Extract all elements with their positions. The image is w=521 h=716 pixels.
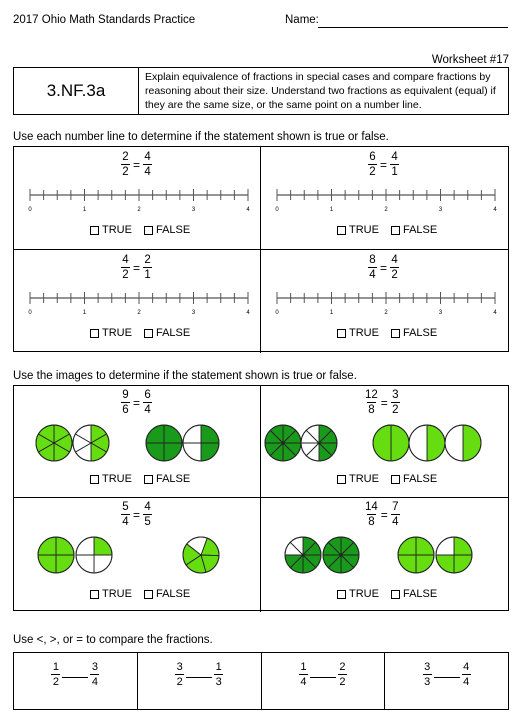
left-fraction [175, 661, 184, 688]
compare-problem [262, 653, 386, 709]
shaded-sector [427, 425, 445, 461]
answer-blank[interactable] [62, 677, 88, 678]
left-fraction [365, 501, 378, 528]
tick-label: 1 [329, 310, 334, 316]
name-field-line[interactable] [318, 27, 508, 28]
false-checkbox[interactable] [144, 226, 153, 235]
fraction-bar [143, 402, 152, 403]
answer-blank[interactable] [310, 677, 336, 678]
denominator: 8 [368, 516, 375, 528]
true-label: TRUE [349, 224, 379, 236]
true-checkbox[interactable] [90, 226, 99, 235]
equals-sign: = [133, 507, 141, 522]
denominator: 3 [215, 676, 222, 688]
fraction-bar [143, 267, 152, 268]
equation [365, 389, 400, 416]
tick-label: 3 [191, 310, 196, 316]
numerator: 1 [52, 661, 59, 673]
numerator: 1 [215, 661, 222, 673]
true-checkbox[interactable] [90, 475, 99, 484]
true-false-choices [90, 473, 190, 485]
numerator: 4 [144, 501, 151, 513]
true-option[interactable] [337, 473, 379, 485]
equals-sign: = [380, 157, 388, 172]
false-option[interactable] [391, 327, 437, 339]
false-label: FALSE [155, 588, 191, 600]
false-label: FALSE [402, 588, 438, 600]
tick-label: 1 [82, 207, 87, 213]
true-option[interactable] [90, 327, 132, 339]
fraction-circle [285, 537, 321, 573]
equals-sign: = [380, 395, 388, 410]
worksheet-number: Worksheet #17 [431, 54, 509, 66]
fraction-bar [391, 402, 400, 403]
false-option[interactable] [144, 327, 190, 339]
fraction-circles [14, 423, 260, 463]
left-fraction [365, 389, 378, 416]
fraction-circle [373, 425, 409, 461]
tick-label: 2 [137, 207, 141, 213]
true-false-choices [90, 224, 190, 236]
shaded-sector [373, 425, 391, 461]
denominator: 4 [369, 269, 376, 281]
fraction-bar [143, 164, 152, 165]
standard-description: Explain equivalence of fractions in special cases and compare fractions by reasoning about their size. Understand two fractions as equivalent (equal) if they are the same size, or the same point on a number line. [145, 71, 496, 111]
numerator: 4 [122, 254, 129, 266]
left-fraction [299, 661, 308, 688]
fraction-bar [121, 402, 130, 403]
numerator: 2 [339, 661, 346, 673]
number-line-problem [261, 250, 508, 353]
fraction-circle [445, 425, 481, 461]
fraction-image-problem [14, 386, 261, 498]
equals-sign: = [133, 260, 141, 275]
equation [121, 254, 152, 281]
fraction-bar [51, 674, 60, 675]
fraction-circle [38, 537, 74, 573]
false-checkbox[interactable] [391, 590, 400, 599]
equals-sign: = [133, 157, 141, 172]
numerator: 12 [365, 389, 378, 401]
numerator: 3 [424, 661, 431, 673]
numerator: 6 [144, 389, 151, 401]
fraction-bar [367, 402, 376, 403]
false-label: FALSE [402, 327, 438, 339]
fraction-circle [36, 425, 72, 461]
fraction-bar [121, 164, 130, 165]
tick-label: 4 [246, 207, 250, 213]
equation [121, 151, 152, 178]
fraction-image-problem [261, 498, 508, 612]
equation [368, 151, 399, 178]
tick-label: 0 [275, 207, 279, 213]
denominator: 4 [144, 166, 151, 178]
fraction-image-problem [261, 386, 508, 498]
right-fraction [143, 389, 152, 416]
fraction-bar [462, 674, 471, 675]
fraction-circles [14, 535, 260, 575]
true-label: TRUE [102, 473, 132, 485]
fraction-bar [390, 164, 399, 165]
left-fraction [121, 389, 130, 416]
true-checkbox[interactable] [90, 329, 99, 338]
compare-statement [138, 661, 261, 688]
numerator: 1 [300, 661, 307, 673]
numerator: 8 [369, 254, 376, 266]
fraction-bar [390, 267, 399, 268]
number-line [14, 185, 260, 217]
equals-sign: = [380, 507, 388, 522]
compare-problem [138, 653, 262, 709]
fraction-bar [299, 674, 308, 675]
tick-label: 3 [438, 310, 443, 316]
false-checkbox[interactable] [144, 590, 153, 599]
fraction-circle [76, 537, 112, 573]
compare-problem [385, 653, 508, 709]
number-line-problem [261, 147, 508, 250]
numerator: 4 [144, 151, 151, 163]
left-fraction [121, 151, 130, 178]
fraction-circle [183, 425, 219, 461]
denominator: 1 [391, 166, 398, 178]
answer-blank[interactable] [434, 677, 460, 678]
number-line-problem [14, 250, 261, 353]
right-fraction [390, 151, 399, 178]
numerator: 4 [463, 661, 470, 673]
equation [121, 389, 152, 416]
standard-code: 3.NF.3a [14, 68, 139, 114]
equation [121, 501, 152, 528]
true-checkbox[interactable] [337, 475, 346, 484]
true-checkbox[interactable] [90, 590, 99, 599]
true-false-choices [337, 473, 437, 485]
compare-problem [14, 653, 138, 709]
tick-label: 0 [275, 310, 279, 316]
denominator: 1 [144, 269, 151, 281]
denominator: 2 [52, 676, 59, 688]
true-label: TRUE [349, 473, 379, 485]
denominator: 2 [392, 404, 399, 416]
right-fraction [390, 254, 399, 281]
fraction-circles [261, 423, 507, 463]
equals-sign: = [133, 395, 141, 410]
fraction-bar [367, 514, 376, 515]
true-option[interactable] [90, 588, 132, 600]
fraction-image-problem [14, 498, 261, 612]
numerator: 14 [365, 501, 378, 513]
number-line [261, 288, 507, 320]
numerator: 2 [122, 151, 129, 163]
numerator: 4 [391, 254, 398, 266]
section1-instruction: Use each number line to determine if the statement shown is true or false. [13, 131, 389, 143]
true-option[interactable] [337, 327, 379, 339]
compare-statement [14, 661, 137, 688]
fraction-bar [175, 674, 184, 675]
name-label: Name: [285, 14, 319, 26]
true-false-choices [337, 327, 437, 339]
true-false-choices [337, 588, 437, 600]
denominator: 2 [391, 269, 398, 281]
left-fraction [423, 661, 432, 688]
tick-label: 3 [438, 207, 443, 213]
tick-label: 4 [246, 310, 250, 316]
number-line [261, 185, 507, 217]
tick-label: 0 [28, 207, 32, 213]
denominator: 2 [339, 676, 346, 688]
numerator: 3 [176, 661, 183, 673]
section3-instruction: Use <, >, or = to compare the fractions. [13, 634, 213, 646]
number-line-problem [14, 147, 261, 250]
true-checkbox[interactable] [337, 226, 346, 235]
false-label: FALSE [155, 224, 191, 236]
true-option[interactable] [337, 588, 379, 600]
false-label: FALSE [155, 327, 191, 339]
denominator: 4 [392, 516, 399, 528]
true-false-choices [337, 224, 437, 236]
right-fraction [90, 661, 99, 688]
fraction-bar [143, 514, 152, 515]
compare-statement [385, 661, 508, 688]
false-label: FALSE [402, 224, 438, 236]
tick-label: 1 [82, 310, 87, 316]
numerator: 9 [122, 389, 129, 401]
false-checkbox[interactable] [391, 329, 400, 338]
fraction-circle [146, 425, 182, 461]
left-fraction [121, 254, 130, 281]
false-option[interactable] [144, 588, 190, 600]
numerator: 6 [369, 151, 376, 163]
true-checkbox[interactable] [337, 329, 346, 338]
true-option[interactable] [90, 473, 132, 485]
tick-label: 2 [384, 310, 388, 316]
fraction-bar [368, 164, 377, 165]
denominator: 5 [144, 516, 151, 528]
left-fraction [121, 501, 130, 528]
false-checkbox[interactable] [144, 475, 153, 484]
compare-row [13, 652, 509, 710]
equals-sign: = [380, 260, 388, 275]
true-checkbox[interactable] [337, 590, 346, 599]
denominator: 2 [369, 166, 376, 178]
compare-statement [262, 661, 385, 688]
fraction-circle [409, 425, 445, 461]
denominator: 4 [463, 676, 470, 688]
numerator: 3 [392, 389, 399, 401]
tick-label: 4 [493, 310, 497, 316]
fraction-circle [436, 537, 472, 573]
fraction-bar [368, 267, 377, 268]
fraction-bar [214, 674, 223, 675]
denominator: 2 [122, 166, 129, 178]
right-fraction [214, 661, 223, 688]
fraction-circle [398, 537, 434, 573]
fraction-circle [265, 425, 301, 461]
denominator: 2 [122, 269, 129, 281]
fraction-circle [183, 537, 219, 573]
fraction-bar [90, 674, 99, 675]
fraction-circle [73, 425, 109, 461]
standard-box [13, 67, 509, 115]
denominator: 3 [424, 676, 431, 688]
true-option[interactable] [90, 224, 132, 236]
denominator: 2 [176, 676, 183, 688]
answer-blank[interactable] [186, 677, 212, 678]
fraction-circles [261, 535, 507, 575]
fraction-bar [338, 674, 347, 675]
tick-label: 2 [384, 207, 388, 213]
left-fraction [51, 661, 60, 688]
fraction-bar [121, 514, 130, 515]
shaded-sector [463, 425, 481, 461]
fraction-circle [323, 537, 359, 573]
numerator: 7 [392, 501, 399, 513]
right-fraction [143, 254, 152, 281]
denominator: 4 [300, 676, 307, 688]
denominator: 4 [144, 404, 151, 416]
equation [368, 254, 399, 281]
false-label: FALSE [155, 473, 191, 485]
numerator: 2 [144, 254, 151, 266]
number-line [14, 288, 260, 320]
denominator: 8 [368, 404, 375, 416]
tick-label: 0 [28, 310, 32, 316]
true-label: TRUE [349, 588, 379, 600]
left-fraction [368, 151, 377, 178]
false-label: FALSE [402, 473, 438, 485]
true-label: TRUE [102, 224, 132, 236]
true-false-choices [90, 327, 190, 339]
tick-label: 2 [137, 310, 141, 316]
right-fraction [143, 151, 152, 178]
number-line-grid [13, 146, 509, 352]
fraction-bar [423, 674, 432, 675]
denominator: 4 [91, 676, 98, 688]
false-checkbox[interactable] [144, 329, 153, 338]
right-fraction [338, 661, 347, 688]
numerator: 5 [122, 501, 129, 513]
false-checkbox[interactable] [391, 475, 400, 484]
false-option[interactable] [391, 473, 437, 485]
tick-label: 4 [493, 207, 497, 213]
tick-label: 1 [329, 207, 334, 213]
denominator: 6 [122, 404, 129, 416]
fraction-image-grid [13, 385, 509, 611]
false-option[interactable] [391, 224, 437, 236]
true-label: TRUE [349, 327, 379, 339]
right-fraction [143, 501, 152, 528]
unshaded-sector [409, 425, 427, 461]
right-fraction [391, 389, 400, 416]
denominator: 4 [122, 516, 129, 528]
tick-label: 3 [191, 207, 196, 213]
section2-instruction: Use the images to determine if the statement shown is true or false. [13, 370, 357, 382]
fraction-circle [301, 425, 337, 461]
true-label: TRUE [102, 327, 132, 339]
false-option[interactable] [144, 224, 190, 236]
right-fraction [391, 501, 400, 528]
numerator: 3 [91, 661, 98, 673]
equation [365, 501, 400, 528]
false-checkbox[interactable] [391, 226, 400, 235]
shaded-sector [391, 425, 409, 461]
true-false-choices [90, 588, 190, 600]
page-header-title: 2017 Ohio Math Standards Practice [13, 14, 196, 26]
true-option[interactable] [337, 224, 379, 236]
numerator: 4 [391, 151, 398, 163]
false-option[interactable] [144, 473, 190, 485]
false-option[interactable] [391, 588, 437, 600]
left-fraction [368, 254, 377, 281]
true-label: TRUE [102, 588, 132, 600]
fraction-bar [391, 514, 400, 515]
unshaded-sector [445, 425, 463, 461]
fraction-bar [121, 267, 130, 268]
right-fraction [462, 661, 471, 688]
